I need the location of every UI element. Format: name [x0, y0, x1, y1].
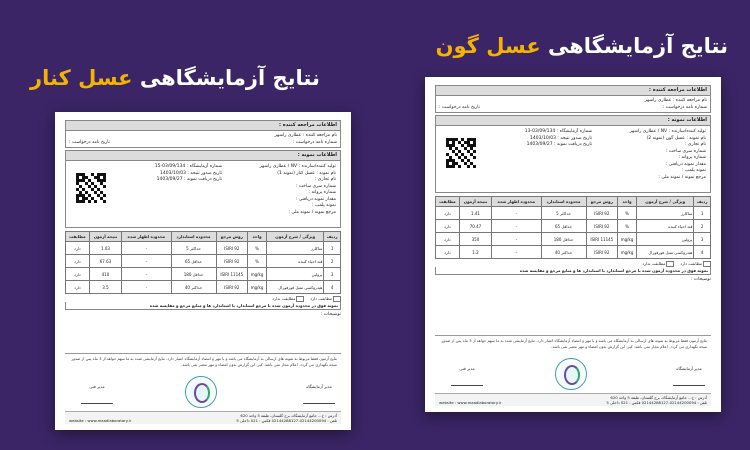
table-cell: -	[122, 255, 171, 268]
request-no: شماره نامه درخواست :	[662, 105, 707, 110]
checkbox-icon	[296, 296, 304, 302]
table-header-cell: محدوده استاندارد	[171, 232, 216, 242]
table-cell: هیدروکسی متیل فورفورال	[267, 281, 324, 294]
receive-date: تاریخ دریافت نمونه : 1403/09/27	[156, 177, 222, 182]
table-cell: 1.41	[459, 207, 491, 220]
lab-seal-icon	[555, 358, 587, 390]
lab-no: شماره آزمایشگاه : 03/09/134-13	[524, 129, 592, 134]
applicant-name: نام مراجعه کننده : عطاری راشهر	[644, 98, 707, 103]
batch-no: شماره سری ساخت :	[665, 148, 706, 154]
table-cell: -	[122, 281, 171, 294]
table-header-cell: مطابقت	[66, 232, 90, 242]
applicant-name: نام مراجعه کننده : عطاری راشهر	[274, 133, 337, 138]
signature-icon	[81, 391, 113, 404]
table-row	[66, 242, 341, 255]
table-cell: حداکثر 5	[171, 242, 216, 255]
table-cell: ساکارز	[267, 242, 324, 255]
applicant-header: اطلاعات مراجعه کننده :	[65, 120, 341, 131]
table-cell: ISIRI 92	[586, 220, 618, 233]
table-header-cell: روش مرجع	[586, 197, 618, 207]
table-cell: دارد	[436, 207, 460, 220]
license-no: شماره پروانه :	[678, 155, 706, 160]
sample-qty: مقدار نمونه دریافتی :	[295, 196, 336, 202]
table-row	[66, 281, 341, 294]
table-cell: حداکثر 5	[541, 207, 586, 220]
table-cell: %	[618, 220, 637, 233]
legend-no	[272, 296, 304, 302]
table-header-cell: واحد	[248, 232, 267, 242]
signature-technical	[451, 366, 483, 386]
table-cell: %	[248, 242, 267, 255]
table-row	[436, 233, 711, 246]
table-cell: ISIRI 92	[216, 255, 248, 268]
legend-yes	[680, 261, 711, 267]
table-cell: ISIRI 92	[216, 242, 248, 255]
request-date: تاریخ نامه درخواست :	[69, 140, 110, 145]
legend-yes-label: مطابقت دارد	[310, 296, 332, 301]
table-row	[436, 246, 711, 259]
table-cell: mg/kg	[618, 246, 637, 259]
table-cell: حداکثر 40	[171, 281, 216, 294]
table-cell: حداکثر 40	[541, 246, 586, 259]
sample-name: نام نمونه : عسل کنار (نمونه 1)	[277, 170, 336, 176]
table-cell: -	[492, 246, 541, 259]
description-label: توضیحات :	[690, 277, 711, 282]
checkbox-icon	[703, 261, 711, 267]
table-header-cell: واحد	[618, 197, 637, 207]
batch-no: شماره سری ساخت :	[295, 183, 336, 189]
brand: نام تجاری :	[314, 177, 336, 182]
report-footer	[435, 335, 711, 406]
title-kenar-highlight: عسل کنار	[30, 66, 133, 90]
title-gon-highlight: عسل گون	[435, 34, 541, 58]
legend-no	[642, 261, 674, 267]
sample-type: نمونه پلمپ :	[312, 203, 336, 208]
table-header-cell: ردیف	[324, 232, 341, 242]
title-gon-prefix: نتایج آزمایشگاهی	[547, 34, 728, 58]
report-footer	[65, 353, 341, 424]
signature-icon	[673, 373, 705, 386]
table-cell: دارد	[66, 242, 90, 255]
table-cell: قند احیاء کننده	[267, 255, 324, 268]
request-date: تاریخ نامه درخواست :	[439, 105, 480, 110]
table-header-cell: ویژگی / شرح آزمون	[637, 197, 694, 207]
table-cell: ISIRI 11145	[586, 233, 618, 246]
table-cell: mg/kg	[618, 233, 637, 246]
table-cell: دارد	[66, 255, 90, 268]
table-cell: 3	[694, 233, 711, 246]
checkbox-icon	[333, 296, 341, 302]
producer: تولید کننده/سازنده : NV / عطاری راشهر	[629, 129, 706, 134]
table-cell: -	[492, 207, 541, 220]
table-cell: mg/kg	[248, 268, 267, 281]
signer-label: مدیر آزمایشگاه	[306, 384, 332, 389]
table-cell: ISIRI 92	[586, 207, 618, 220]
issue-date: تاریخ صدور نتیجه : 1403/10/03	[530, 135, 592, 141]
checkbox-icon	[666, 261, 674, 267]
signature-manager	[303, 384, 335, 404]
ref-no: مرجع نمونه / نمونه ملی :	[288, 209, 336, 215]
sample-info-box	[435, 126, 711, 193]
table-row	[436, 220, 711, 233]
table-cell: -	[492, 220, 541, 233]
title-kenar-prefix: نتایج آزمایشگاهی	[139, 66, 320, 90]
table-header-cell: ویژگی / شرح آزمون	[267, 232, 324, 242]
qr-code-icon	[446, 138, 476, 168]
applicant-header: اطلاعات مراجعه کننده :	[435, 85, 711, 96]
table-cell: 4	[694, 246, 711, 259]
table-cell: ISIRI 92	[216, 281, 248, 294]
lab-seal-icon	[185, 376, 217, 408]
table-cell: حداقل 180	[541, 233, 586, 246]
table-cell: دارد	[436, 233, 460, 246]
signature-icon	[303, 391, 335, 404]
table-header-cell: ردیف	[694, 197, 711, 207]
receive-date: تاریخ دریافت نمونه : 1403/09/27	[526, 142, 592, 147]
request-no: شماره نامه درخواست :	[292, 140, 337, 145]
table-cell: حداقل 65	[171, 255, 216, 268]
report-sheet-gon	[425, 77, 721, 412]
footer-text: نتایج آزمون فقط مربوط به نمونه های ارسالی به آزمایشگاه می باشد و با مهر و امضاء آزمایشگاه اعتبار دارد. نتایج آزمایشی شده به ما سهم خواهد از 3 ماه پس از صدور نتیجه نگهداری می گردد. اعلام مجاز نمی باشد. کپی این گزارش بدون امضاء و مهر معتبر نمی باشد.	[441, 338, 707, 349]
table-cell: دارد	[66, 281, 90, 294]
table-cell: هیدروکسی متیل فورفورال	[637, 246, 694, 259]
table-cell: 1.03	[89, 242, 121, 255]
applicant-box	[435, 96, 711, 113]
result-note: نمونه فوق در محدوده آزمون شده با مرجع استاندارد با استاندارد ها و منابع مرجع و مقایسه شده	[435, 267, 711, 275]
signer-label: مدیر فنی	[89, 384, 105, 389]
description-label: توضیحات :	[320, 312, 341, 317]
table-cell: 1.2	[459, 246, 491, 259]
phone: تلفن : 02144200094-02144288127 فکس : 021 داخلی 5	[606, 400, 707, 405]
table-cell: ISIRI 11145	[216, 268, 248, 281]
table-cell: دارد	[66, 268, 90, 281]
table-header-cell: محدوده اظهار شده	[492, 197, 541, 207]
table-cell: mg/kg	[248, 281, 267, 294]
sample-info-box	[65, 161, 341, 228]
table-cell: %	[618, 207, 637, 220]
sample-type: نمونه پلمپ :	[682, 168, 706, 173]
results-table	[435, 196, 711, 259]
sample-header: اطلاعات نمونه :	[65, 150, 341, 161]
issue-date: تاریخ صدور نتیجه : 1403/10/03	[160, 170, 222, 176]
signer-label: مدیر آزمایشگاه	[676, 366, 702, 371]
table-cell: حداقل 180	[171, 268, 216, 281]
ref-no: مرجع نمونه / نمونه ملی :	[658, 174, 706, 180]
phone: تلفن : 02144200094-02144288127 فکس : 021 داخلی 5	[236, 418, 337, 423]
table-row	[66, 255, 341, 268]
sample-name: نام نمونه : عسل گون (نمونه 2)	[646, 135, 706, 141]
sample-header: اطلاعات نمونه :	[435, 115, 711, 126]
signature-manager	[673, 366, 705, 386]
table-cell: 1	[694, 207, 711, 220]
address: آدرس : خ... جامع آزمایشگاه، برج گلستان، طبقه 5 واحد 620	[240, 413, 337, 418]
table-header-cell: نتیجه آزمون	[459, 197, 491, 207]
table-cell: 67.63	[89, 255, 121, 268]
table-header-cell: نتیجه آزمون	[89, 232, 121, 242]
table-cell: دارد	[436, 220, 460, 233]
table-cell: پرولین	[267, 268, 324, 281]
signer-label: مدیر فنی	[459, 366, 475, 371]
table-cell: -	[492, 233, 541, 246]
table-cell: %	[248, 255, 267, 268]
table-header-cell: مطابقت	[436, 197, 460, 207]
table-cell: ساکارز	[637, 207, 694, 220]
table-cell: 2	[694, 220, 711, 233]
table-cell: ISIRI 92	[586, 246, 618, 259]
table-cell: قند احیاء کننده	[637, 220, 694, 233]
sample-qty: مقدار نمونه دریافتی :	[665, 161, 706, 167]
applicant-box	[65, 131, 341, 148]
report-sheet-kenar	[55, 112, 351, 430]
result-note: نمونه فوق در محدوده آزمون شده با مرجع استاندارد با استاندارد ها و منابع مرجع و مقایسه شده	[65, 302, 341, 310]
table-cell: 1	[324, 242, 341, 255]
table-cell: -	[122, 268, 171, 281]
table-row	[66, 268, 341, 281]
table-header-cell: روش مرجع	[216, 232, 248, 242]
footer-text: نتایج آزمون فقط مربوط به نمونه های ارسالی به آزمایشگاه می باشد و با مهر و امضاء آزمایشگاه اعتبار دارد. نتایج آزمایشی شده به ما سهم خواهد از 3 ماه پس از صدور نتیجه نگهداری می گردد. اعلام مجاز نمی باشد. کپی این گزارش بدون امضاء و مهر معتبر نمی باشد.	[71, 356, 337, 367]
table-cell: -	[122, 242, 171, 255]
table-cell: حداقل 65	[541, 220, 586, 233]
license-no: شماره پروانه :	[308, 190, 336, 195]
title-kenar	[30, 66, 320, 90]
legend-no-label: مطابقت ندارد	[272, 296, 296, 301]
table-cell: 70.47	[459, 220, 491, 233]
producer: تولید کننده/سازنده : NV / عطاری راشهر	[259, 164, 336, 169]
table-cell: 410	[89, 268, 121, 281]
table-cell: 2	[324, 255, 341, 268]
title-gon	[436, 34, 728, 58]
signature-technical	[81, 384, 113, 404]
lab-no: شماره آزمایشگاه : 03/09/134-15	[154, 164, 222, 169]
website: website : www.maadlaboratory.ir	[69, 418, 132, 423]
table-header-cell: محدوده استاندارد	[541, 197, 586, 207]
table-cell: دارد	[436, 246, 460, 259]
qr-code-icon	[76, 173, 106, 203]
address-bar	[65, 411, 341, 424]
address-bar	[435, 393, 711, 406]
legend-yes-label: مطابقت دارد	[680, 261, 702, 266]
table-row	[436, 207, 711, 220]
legend-yes	[310, 296, 341, 302]
brand: نام تجاری :	[684, 142, 706, 147]
signature-icon	[451, 373, 483, 386]
table-header-cell: محدوده اظهار شده	[122, 232, 171, 242]
address: آدرس : خ... جامع آزمایشگاه، برج گلستان، طبقه 5 واحد 620	[610, 395, 707, 400]
table-cell: 4	[324, 281, 341, 294]
legend-no-label: مطابقت ندارد	[642, 261, 666, 266]
table-cell: 3.5	[89, 281, 121, 294]
table-cell: 3	[324, 268, 341, 281]
website: website : www.maadlaboratory.ir	[439, 400, 502, 405]
results-table	[65, 231, 341, 294]
table-cell: 350	[459, 233, 491, 246]
table-cell: پرولین	[637, 233, 694, 246]
